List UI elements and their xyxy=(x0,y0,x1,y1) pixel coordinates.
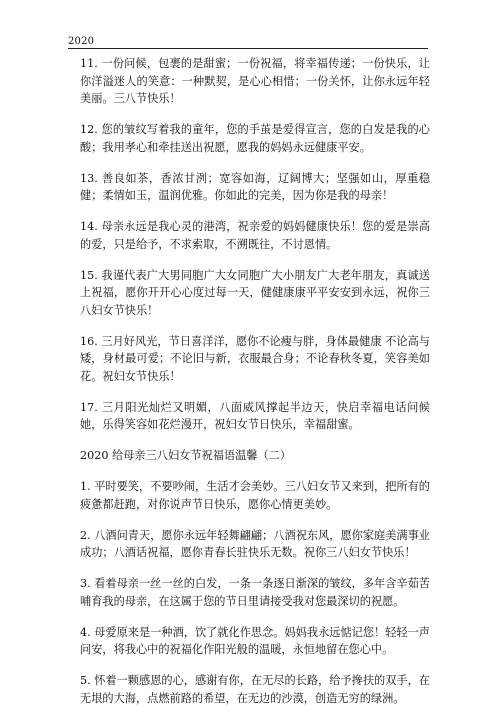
paragraph-13: 13. 善良如茶，香浓甘洌；宽容如海，辽阔博大；坚强如山，厚重稳健；柔情如玉，温润优雅。你如此的完美，因为你是我的母亲！ xyxy=(80,171,430,202)
paragraph-12: 12. 您的皱纹写着我的童年，您的手茧是爱得宣言，您的白发是我的心酸；我用孝心和牵挂送出祝愿，愿我的妈妈永远健康平安。 xyxy=(80,123,430,154)
paragraph-15: 15. 我谨代表广大男同胞广大女同胞广大小朋友广大老年朋友，真诚送上祝福，愿你开开心心度过每一天，健健康康平平安安到永远，祝你三八妇女节快乐！ xyxy=(80,268,430,317)
paragraph-2: 2. 八酒问青天，愿你永远年轻舞翩翩；八酒祝东风，愿你家庭美满事业成功；八酒话祝福，愿你青春长驻快乐无数。祝你三八妇女节快乐！ xyxy=(80,528,430,559)
paragraph-17: 17. 三月阳光灿烂又明媚，八面威风撑起半边天，快启幸福电话问候她，乐得笑容如花烂漫开，祝妇女节日快乐，幸福甜蜜。 xyxy=(80,400,430,431)
section-title: 2020 给母亲三八妇女节祝福语温馨（二） xyxy=(80,449,292,462)
paragraph-4: 4. 母爱原来是一种酒，饮了就化作思念。妈妈我永远惦记您！轻轻一声问安，将我心中的祝福化作阳光般的温暖，永恒地留在您心中。 xyxy=(80,625,430,656)
paragraph-11: 11. 一份问候，包裹的是甜蜜；一份祝福，将幸福传递；一份快乐，让你洋溢迷人的笑意：一种默契，是心心相惜；一份关怀，让你永远年轻美丽。三八节快乐！ xyxy=(80,57,430,105)
paragraph-14: 14. 母亲永远是我心灵的港湾，祝亲爱的妈妈健康快乐！您的爱是崇高的爱，只是给予，不求索取，不溯既往，不讨恩情。 xyxy=(80,220,430,251)
paragraph-1: 1. 平时要笑，不要吵闹，生活才会美妙。三八妇女节又来到，把所有的疲惫都赶跑，对你说声节日快乐，愿你心情更美妙。 xyxy=(80,480,430,511)
paragraph-3: 3. 看着母亲一丝一丝的白发，一条一条逐日渐深的皱纹，多年含辛茹苦哺育我的母亲，在这属于您的节日里请接受我对您最深切的祝愿。 xyxy=(80,577,430,608)
paragraph-16: 16. 三月好风光，节日喜洋洋，愿你不论瘦与胖，身体最健康 不论高与矮，身材最可爱；不论旧与新，衣服最合身；不论春秋冬夏，笑容美如花。祝妇女节快乐！ xyxy=(80,334,430,383)
document-body xyxy=(80,55,430,721)
page-header-year: 2020 xyxy=(68,36,95,47)
paragraph-5: 5. 怀着一颗感恩的心，感谢有你，在无尽的长路，给予搀扶的双手，在无垠的大海，点燃前路的希望，在无边的沙漠，创造无穷的绿洲。 xyxy=(80,674,430,705)
header-rule xyxy=(68,48,428,49)
